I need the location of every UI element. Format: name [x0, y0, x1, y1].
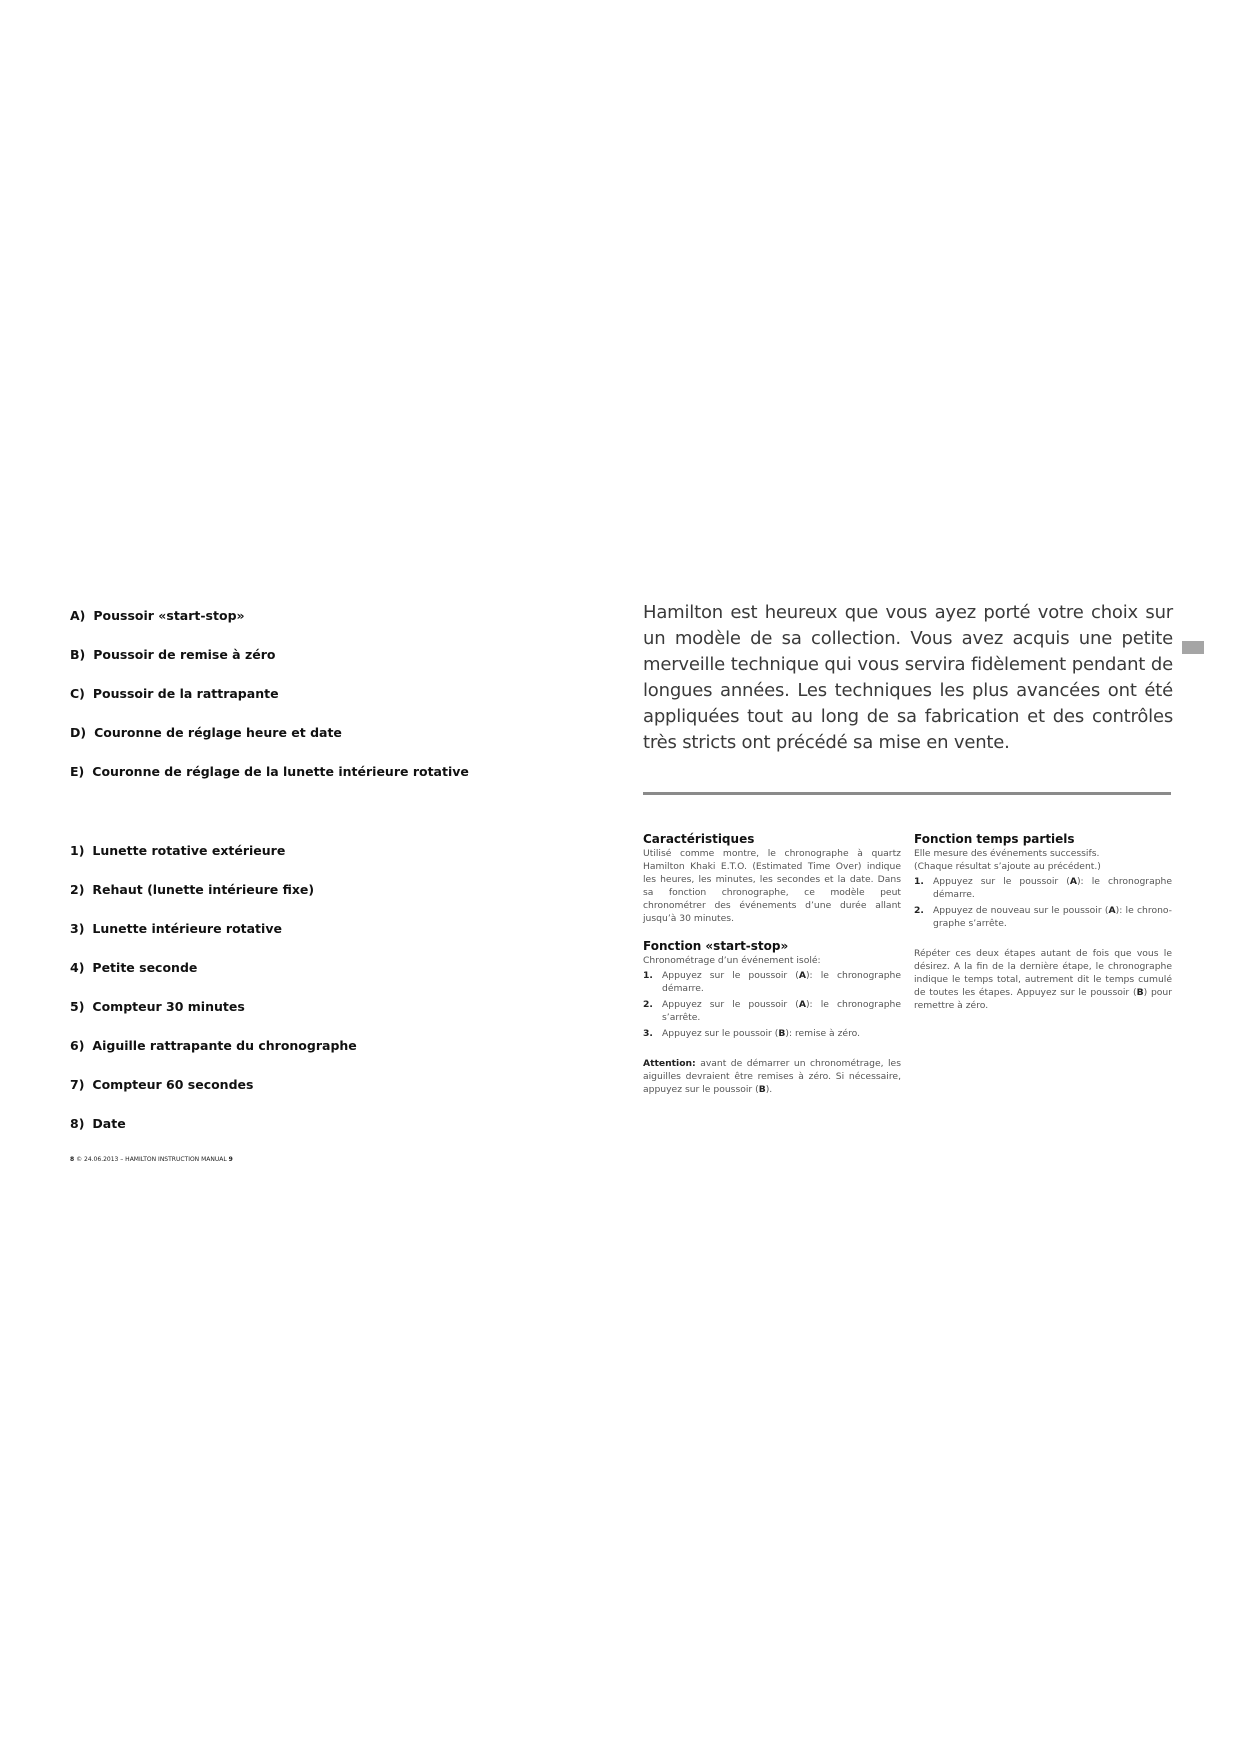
legend-item-1: 1) Lunette rotative extérieure: [70, 843, 286, 858]
legend-item-3: 3) Lunette intérieure rotative: [70, 921, 282, 936]
start-stop-steps: [643, 969, 901, 1040]
legend-item-e: E) Couronne de réglage de la lunette intérieure rotative: [70, 764, 469, 779]
legend-item-5: 5) Compteur 30 minutes: [70, 999, 245, 1014]
start-stop-subtitle: Chronométrage d’un événement isolé:: [643, 955, 821, 966]
column-right: [914, 832, 1172, 1012]
intro-paragraph: Hamilton est heureux que vous ayez porté votre choix sur un modèle de sa collection. Vous avez acquis une petite merveille technique qui vous servira fidèlement pendant de longues années. Les techniques les plus avancées ont été appliquées tout au long de sa fabrication et des contrôles très stricts ont précédé sa mise en vente.: [643, 602, 1173, 753]
step-item: 1. Appuyez sur le poussoir (A): le chronographe démarre.: [643, 970, 902, 994]
section-tab-marker: [1182, 641, 1204, 654]
split-time-steps: [914, 875, 1172, 930]
legend-item-b: B) Poussoir de remise à zéro: [70, 647, 276, 662]
step-item: 2. Appuyez sur le poussoir (A): le chronographe s’arrête.: [643, 999, 902, 1023]
legend-item-2: 2) Rehaut (lunette intérieure fixe): [70, 882, 315, 897]
characteristics-heading: Caractéristiques: [643, 832, 755, 846]
split-time-line2: (Chaque résultat s’ajoute au précédent.): [914, 861, 1101, 872]
column-left: [643, 832, 901, 1096]
split-time-heading: Fonction temps partiels: [914, 832, 1075, 846]
step-item: 3. Appuyez sur le poussoir (B): remise à zéro.: [643, 1028, 861, 1039]
legend-item-7: 7) Compteur 60 secondes: [70, 1077, 254, 1092]
step-item: 1. Appuyez sur le poussoir (A): le chronographe démarre.: [914, 876, 1173, 900]
divider-rule: [643, 792, 1171, 795]
legend-item-a: A) Poussoir «start-stop»: [70, 608, 245, 623]
legend-item-6: 6) Aiguille rattrapante du chronographe: [70, 1038, 357, 1053]
legend-item-4: 4) Petite seconde: [70, 960, 198, 975]
legend-item-8: 8) Date: [70, 1116, 126, 1131]
step-item: 2. Appuyez de nouveau sur le poussoir (A): le chrono-graphe s’arrête.: [914, 905, 1172, 929]
repeat-note: Répéter ces deux étapes autant de fois que vous le désirez. A la fin de la dernière étape, le chronographe indique le temps total, autrement dit le temps cumulé de toutes les étapes. Appuyez sur le poussoir (B) pour remettre à zéro.: [914, 948, 1172, 1011]
legend-item-d: D) Couronne de réglage heure et date: [70, 725, 342, 740]
split-time-line1: Elle mesure des événements successifs.: [914, 848, 1100, 859]
attention-note: Attention: avant de démarrer un chronométrage, les aiguilles devraient être remises à zéro. Si nécessaire, appuyez sur le poussoir (B).: [643, 1058, 901, 1095]
start-stop-heading: Fonction «start-stop»: [643, 939, 789, 953]
page-footer: 8 © 24.06.2013 – HAMILTON INSTRUCTION MANUAL 9: [70, 1156, 233, 1163]
characteristics-text: Utilisé comme montre, le chronographe à quartz Hamilton Khaki E.T.O. (Estimated Time Over) indique les heures, les minutes, les secondes et la date. Dans sa fonction chronographe, ce modèle peut chronométrer des événements d’une durée allant jusqu’à 30 minutes.: [643, 848, 901, 924]
legend-item-c: C) Poussoir de la rattrapante: [70, 686, 279, 701]
manual-spread: [0, 580, 1241, 1180]
